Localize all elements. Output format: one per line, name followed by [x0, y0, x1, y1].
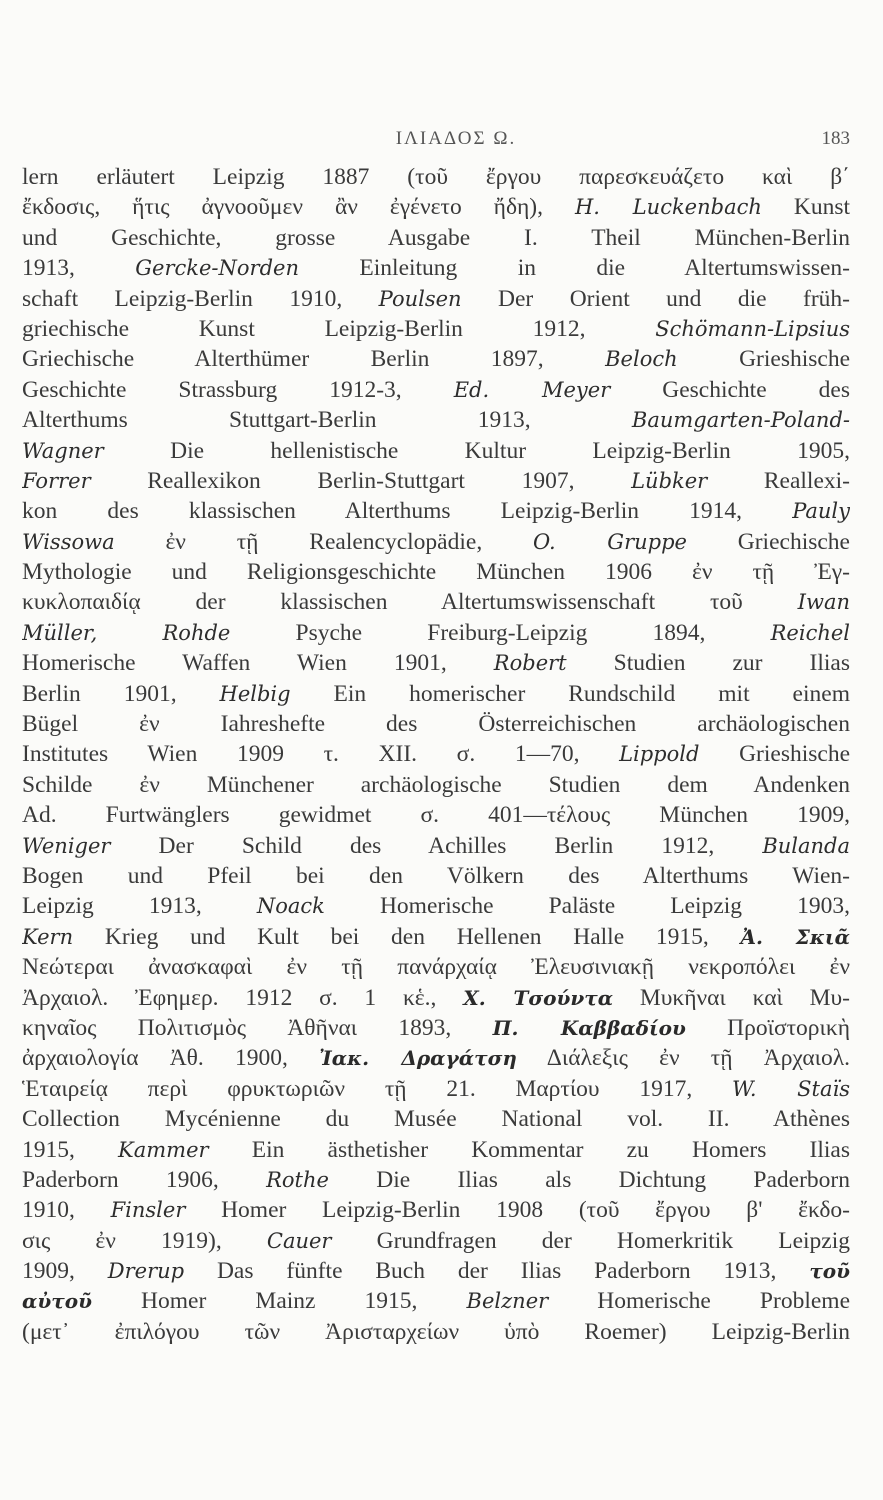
text-run: Institutes Wien 1909 τ. XII. σ. 1—70, — [22, 741, 620, 768]
text-run: ἔκδοσις, ἥτις ἀγνοοῦμεν ἂν ἐγένετο ἤδη), — [22, 194, 575, 221]
text-line — [22, 1104, 850, 1134]
text-line — [22, 1043, 850, 1073]
text-run: kon des klassischen Alterthums Leipzig-Berlin 1914, — [22, 498, 793, 525]
text-run: Grieshische — [699, 741, 850, 768]
text-run: Διάλεξις ἐν τῇ Ἀρχαιολ. — [516, 1045, 850, 1072]
running-head: ΙΛΙΑΔΟΣ Ω. — [395, 128, 517, 149]
text-run — [97, 620, 162, 646]
author-name: Müller, — [22, 620, 98, 645]
text-run: Psyche Freiburg-Leipzig 1894, — [230, 619, 771, 646]
author-name: Baumgarten-Poland- — [631, 408, 850, 433]
text-line — [22, 162, 850, 192]
text-line — [22, 344, 850, 374]
text-run: Geschichte Strassburg 1912-3, — [22, 376, 454, 403]
text-run: und Geschichte, grosse Ausgabe I. Theil München-Berlin — [22, 224, 850, 251]
author-name: Cauer — [266, 1228, 332, 1253]
text-line — [22, 1074, 850, 1104]
text-run: griechische Kunst Leipzig-Berlin 1912, — [22, 315, 656, 342]
text-run: Das fünfte Buch der Ilias Paderborn 1913, — [184, 1258, 810, 1285]
text-run: Griechische — [686, 528, 850, 555]
text-run: Homer Leipzig-Berlin 1908 (τοῦ ἔργου β' ἔκδο- — [185, 1197, 850, 1224]
author-name: H. Luckenbach — [574, 195, 762, 220]
author-name: Kern — [22, 924, 74, 949]
author-name: Kammer — [118, 1137, 209, 1162]
text-line — [22, 1165, 850, 1195]
text-run: Homerische Paläste Leipzig 1903, — [324, 893, 850, 920]
text-run: Grieshische — [677, 346, 850, 373]
page-header — [22, 128, 850, 158]
text-run: 1915, — [22, 1136, 119, 1163]
text-run: Leipzig 1913, — [22, 893, 257, 920]
text-line — [22, 1013, 850, 1043]
text-line — [22, 192, 850, 222]
author-name: Pauly — [792, 499, 850, 524]
text-line — [22, 800, 850, 830]
text-run: Bogen und Pfeil bei den Völkern des Alterthums Wien- — [22, 862, 850, 889]
text-line — [22, 436, 850, 466]
text-run: lern erläutert Leipzig 1887 (τοῦ ἔργου παρεσκευάζετο καὶ β΄ — [22, 164, 850, 190]
text-line — [22, 922, 850, 952]
author-name: Lippold — [619, 742, 700, 767]
text-run: Ein homerischer Rundschild mit einem — [290, 680, 850, 707]
text-run: Mythologie und Religionsgeschichte München 1906 ἐν τῇ Ἐγ- — [22, 559, 850, 586]
text-line — [22, 253, 850, 283]
text-line — [22, 709, 850, 739]
author-name: Iwan — [797, 590, 850, 615]
author-name: Robert — [493, 651, 567, 676]
author-name: Rothe — [266, 1167, 329, 1192]
text-line — [22, 1256, 850, 1286]
text-run: Μυκῆναι καὶ Μυ- — [613, 984, 850, 1011]
text-run: Der Schild des Achilles Berlin 1912, — [110, 832, 763, 859]
text-run: Ad. Furtwänglers gewidmet σ. 401—τέλους München 1909, — [22, 802, 850, 829]
text-run: Ein ästhetisher Kommentar zu Homers Ilias — [208, 1136, 850, 1163]
author-name: Beloch — [605, 347, 678, 372]
text-run: Homer Mainz 1915, — [91, 1288, 467, 1315]
text-line — [22, 375, 850, 405]
text-line — [22, 648, 850, 678]
author-name: O. Gruppe — [533, 529, 687, 554]
text-line — [22, 314, 850, 344]
text-run: Collection Mycénienne du Musée National vol. II. Athènes — [22, 1106, 850, 1133]
text-line — [22, 679, 850, 709]
text-run: Προϊστορικὴ — [685, 1014, 850, 1041]
text-line — [22, 618, 850, 648]
author-name: Drerup — [107, 1259, 185, 1284]
text-line — [22, 952, 850, 982]
author-name: Schömann-Lipsius — [655, 316, 850, 341]
text-run: Bügel ἐν Iahreshefte des Österreichischen archäologischen — [22, 711, 850, 738]
text-run: Reallexikon Berlin-Stuttgart 1907, — [90, 467, 632, 494]
text-line — [22, 466, 850, 496]
text-run: (μετ᾽ ἐπιλόγου τῶν Ἀρισταρχείων ὑπὸ Roemer) Leipzig-Berlin — [22, 1318, 850, 1345]
text-line — [22, 1286, 850, 1316]
author-name: Noack — [256, 894, 325, 919]
text-line — [22, 1195, 850, 1225]
text-run: Griechische Alterthümer Berlin 1897, — [22, 346, 606, 373]
text-run: Schilde ἐν Münchener archäologische Studien dem Andenken — [22, 771, 850, 798]
author-name: Gercke-Norden — [135, 256, 299, 281]
author-name: W. Staïs — [732, 1076, 850, 1101]
text-run: Alterthums Stuttgart-Berlin 1913, — [22, 407, 632, 434]
text-run: Der Orient und die früh- — [461, 285, 850, 312]
text-line — [22, 1317, 850, 1347]
text-line — [22, 284, 850, 314]
text-run: Νεώτεραι ἀνασκαφαὶ ἐν τῇ πανάρχαίᾳ Ἐλευσινιακῇ νεκροπόλει ἐν — [22, 954, 850, 981]
text-run: 1910, — [22, 1197, 111, 1224]
author-name: Belzner — [466, 1289, 549, 1314]
text-line — [22, 527, 850, 557]
text-line — [22, 891, 850, 921]
author-name: Forrer — [22, 468, 91, 493]
author-name: Π. Καββαδίου — [492, 1015, 686, 1040]
text-line — [22, 587, 850, 617]
author-name: Lübker — [631, 468, 708, 493]
text-line — [22, 983, 850, 1013]
author-name: τοῦ — [809, 1259, 850, 1284]
text-line — [22, 223, 850, 253]
text-line — [22, 496, 850, 526]
text-run: schaft Leipzig-Berlin 1910, — [22, 285, 379, 312]
text-run: Homerische Probleme — [548, 1288, 850, 1315]
author-name: Helbig — [219, 681, 291, 706]
author-name: Χ. Τσούντα — [463, 985, 614, 1010]
text-line — [22, 770, 850, 800]
author-name: Weniger — [22, 833, 111, 858]
text-run: κυκλοπαιδίᾳ der klassischen Altertumswissenschaft τοῦ — [22, 589, 798, 616]
text-line — [22, 1135, 850, 1165]
text-run: Ἑταιρείᾳ περὶ φρυκτωριῶν τῇ 21. Μαρτίου 1917, — [22, 1075, 732, 1102]
author-name: Wissowa — [22, 529, 115, 554]
author-name: αὐτοῦ — [22, 1289, 92, 1314]
text-run: 1909, — [22, 1258, 108, 1285]
text-run: Grundfragen der Homerkritik Leipzig — [331, 1227, 850, 1254]
text-run: Die hellenistische Kultur Leipzig-Berlin 1905, — [103, 437, 850, 464]
body-text — [22, 162, 850, 1347]
author-name: Finsler — [110, 1198, 186, 1223]
text-line — [22, 831, 850, 861]
text-run: Berlin 1901, — [22, 680, 220, 707]
text-run: Die Ilias als Dichtung Paderborn — [328, 1166, 850, 1193]
text-run: Kunst — [761, 194, 850, 221]
text-line — [22, 1226, 850, 1256]
author-name: Bulanda — [762, 833, 850, 858]
text-run: Einleitung in die Altertumswissen- — [299, 255, 850, 282]
author-name: Ed. Meyer — [453, 377, 611, 402]
text-line — [22, 405, 850, 435]
text-run: ἀρχαιολογία Ἀθ. 1900, — [22, 1045, 320, 1072]
author-name: Poulsen — [378, 286, 462, 311]
text-run: κηναῖος Πολιτισμὸς Ἀθῆναι 1893, — [22, 1014, 493, 1041]
text-line — [22, 557, 850, 587]
text-run: Homerische Waffen Wien 1901, — [22, 650, 494, 677]
author-name: Reichel — [770, 620, 850, 645]
author-name: Ἀ. Σκιᾶ — [740, 924, 850, 949]
text-line — [22, 861, 850, 891]
text-run: Studien zur Ilias — [566, 650, 850, 677]
text-run: Krieg und Kult bei den Hellenen Halle 1915, — [73, 923, 741, 950]
author-name: Ἰακ. Δραγάτση — [319, 1046, 517, 1071]
text-run: Ἀρχαιολ. Ἐφημερ. 1912 σ. 1 κἑ., — [22, 984, 464, 1011]
text-run: Geschichte des — [610, 376, 850, 403]
text-line — [22, 739, 850, 769]
author-name: Rohde — [162, 620, 231, 645]
author-name: Wagner — [22, 438, 104, 463]
page-number: 183 — [821, 128, 850, 149]
text-run: Reallexi- — [707, 467, 850, 494]
text-run: ἐν τῇ Realencyclopädie, — [114, 528, 534, 555]
text-run: Paderborn 1906, — [22, 1166, 267, 1193]
text-run: σις ἐν 1919), — [22, 1227, 267, 1254]
text-run: 1913, — [22, 255, 136, 282]
